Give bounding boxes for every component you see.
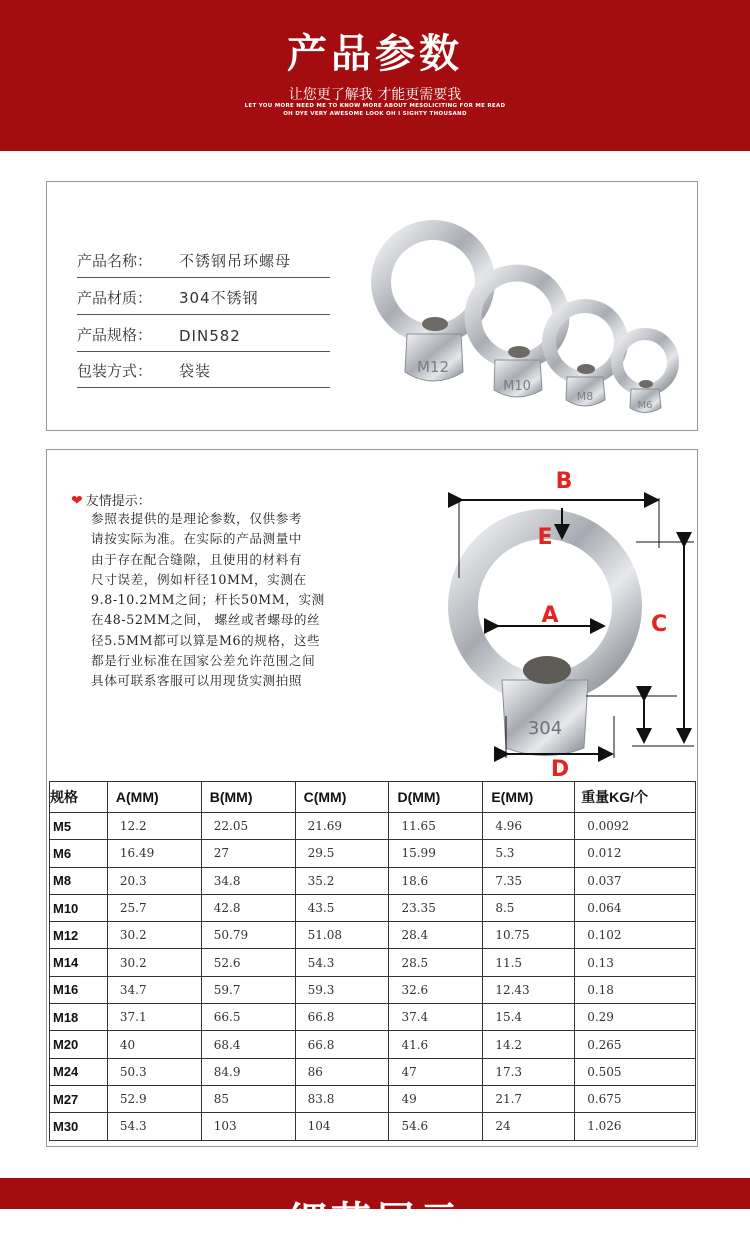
info-label: 产品规格： [77,326,153,344]
cell-weight: 0.037 [575,867,696,894]
table-row [50,1085,696,1112]
cell-size: M6 [50,840,108,867]
cell-e: 8.5 [483,894,575,921]
footer-title: 细节展示 [287,1199,463,1245]
table-row [50,1031,696,1058]
cell-size: M12 [50,922,108,949]
cell-e: 11.5 [483,949,575,976]
cell-e: 15.4 [483,1004,575,1031]
cell-e: 4.96 [483,813,575,840]
cell-size: M16 [50,976,108,1003]
header-d: D(MM) [389,782,483,813]
cell-d: 15.99 [389,840,483,867]
cell-d: 23.35 [389,894,483,921]
product-info-box [46,181,698,431]
cell-c: 83.8 [295,1085,389,1112]
ring-stamp: M8 [576,390,594,403]
header-c: C(MM) [295,782,389,813]
cell-c: 104 [295,1113,389,1140]
cell-b: 50.79 [201,922,295,949]
cell-e: 5.3 [483,840,575,867]
eye-nut-photo [357,222,697,422]
tip-title [71,490,151,509]
info-label: 产品材质： [77,289,153,307]
label-e: E [537,525,553,550]
info-row-name [77,244,330,278]
info-row-spec [77,318,330,352]
eye-nut-304 [463,524,627,756]
cell-c: 29.5 [295,840,389,867]
cell-size: M24 [50,1058,108,1085]
cell-d: 54.6 [389,1113,483,1140]
cell-d: 47 [389,1058,483,1085]
cell-a: 30.2 [107,922,201,949]
cell-c: 35.2 [295,867,389,894]
header-e: E(MM) [483,782,575,813]
info-value: 304不锈钢 [179,289,259,307]
tip-line: 9.8-10.2MM之间；杆长50MM，实测 [91,592,325,608]
table-row [50,894,696,921]
cell-size: M30 [50,1113,108,1140]
cell-d: 49 [389,1085,483,1112]
heart-icon: ❤ [71,493,83,509]
dimension-diagram [402,458,692,782]
eye-nut-m8 [549,306,621,406]
cell-d: 37.4 [389,1004,483,1031]
tip-line: 由于存在配合缝隙，且使用的材料有 [91,551,303,567]
cell-weight: 0.675 [575,1085,696,1112]
header-banner [0,0,750,151]
header-b: B(MM) [201,782,295,813]
cell-weight: 0.0092 [575,813,696,840]
tip-line: 径5.5MM都可以算是M6的规格，这些 [91,632,321,648]
cell-a: 40 [107,1031,201,1058]
cell-b: 34.8 [201,867,295,894]
cell-a: 50.3 [107,1058,201,1085]
cell-b: 68.4 [201,1031,295,1058]
cell-c: 21.69 [295,813,389,840]
cell-b: 27 [201,840,295,867]
info-row-material [77,281,330,315]
cell-d: 32.6 [389,976,483,1003]
cell-size: M18 [50,1004,108,1031]
table-row [50,976,696,1003]
tip-line: 具体可联系客服可以用现货实测拍照 [91,673,303,689]
cell-b: 59.7 [201,976,295,1003]
cell-b: 103 [201,1113,295,1140]
cell-d: 41.6 [389,1031,483,1058]
cell-size: M5 [50,813,108,840]
spec-table-header [50,782,696,813]
info-value: 袋装 [179,362,212,380]
table-row [50,922,696,949]
spec-table [49,781,696,1141]
cell-c: 86 [295,1058,389,1085]
english-tagline [0,102,750,118]
cell-c: 59.3 [295,976,389,1003]
cell-weight: 0.29 [575,1004,696,1031]
cell-weight: 0.18 [575,976,696,1003]
cell-e: 17.3 [483,1058,575,1085]
spec-table-body [50,813,696,1141]
label-c: C [651,612,668,637]
cell-e: 14.2 [483,1031,575,1058]
cell-b: 66.5 [201,1004,295,1031]
cell-a: 12.2 [107,813,201,840]
ring-stamp: M10 [503,379,531,394]
cell-d: 28.4 [389,922,483,949]
info-row-packaging [77,354,330,388]
cell-c: 51.08 [295,922,389,949]
cell-b: 84.9 [201,1058,295,1085]
cell-c: 66.8 [295,1031,389,1058]
cell-e: 7.35 [483,867,575,894]
cell-size: M27 [50,1085,108,1112]
cell-a: 54.3 [107,1113,201,1140]
eye-nut-m6 [617,334,673,413]
info-label: 包装方式： [77,362,153,380]
cell-e: 10.75 [483,922,575,949]
cell-size: M8 [50,867,108,894]
cell-a: 52.9 [107,1085,201,1112]
cell-d: 18.6 [389,867,483,894]
ring-stamp: M6 [637,400,653,411]
info-value: DIN582 [179,327,241,345]
page-subtitle: 让您更了解我 才能更需要我 [288,87,462,103]
english-tagline-line1: LET YOU MORE NEED ME TO KNOW MORE ABOUT MESOLICITING FOR ME READ [244,103,506,109]
cell-d: 28.5 [389,949,483,976]
cell-a: 34.7 [107,976,201,1003]
table-row [50,1058,696,1085]
tip-text [91,509,361,692]
cell-b: 42.8 [201,894,295,921]
cell-weight: 0.13 [575,949,696,976]
header-a: A(MM) [107,782,201,813]
table-row [50,867,696,894]
table-row [50,840,696,867]
table-row [50,1004,696,1031]
cell-a: 20.3 [107,867,201,894]
cell-weight: 0.265 [575,1031,696,1058]
tip-line: 尺寸误差，例如杆径10MM，实测在 [91,571,307,587]
header-size: 规格 [50,782,108,813]
cell-b: 85 [201,1085,295,1112]
tip-title-text: 友情提示： [85,494,151,509]
cell-a: 37.1 [107,1004,201,1031]
header-weight: 重量KG/个 [575,782,696,813]
table-row [50,949,696,976]
cell-a: 25.7 [107,894,201,921]
cell-size: M14 [50,949,108,976]
cell-e: 21.7 [483,1085,575,1112]
label-d: D [550,757,570,782]
cell-b: 52.6 [201,949,295,976]
cell-e: 12.43 [483,976,575,1003]
cell-weight: 1.026 [575,1113,696,1140]
cell-size: M20 [50,1031,108,1058]
cell-b: 22.05 [201,813,295,840]
table-row [50,813,696,840]
cell-size: M10 [50,894,108,921]
cell-d: 11.65 [389,813,483,840]
info-label: 产品名称： [77,252,153,270]
cell-c: 54.3 [295,949,389,976]
cell-a: 16.49 [107,840,201,867]
label-a: A [541,603,559,628]
info-value: 不锈钢吊环螺母 [179,252,292,270]
cell-weight: 0.012 [575,840,696,867]
cell-a: 30.2 [107,949,201,976]
cell-weight: 0.064 [575,894,696,921]
cell-c: 43.5 [295,894,389,921]
cell-weight: 0.505 [575,1058,696,1085]
tip-line: 参照表提供的是理论参数，仅供参考 [91,511,303,526]
cell-c: 66.8 [295,1004,389,1031]
ring-stamp: M12 [416,358,450,376]
tip-line: 都是行业标准在国家公差允许范围之间 [91,653,316,669]
label-b: B [555,469,573,494]
footer-banner [0,1178,750,1245]
tip-line: 在48-52MM之间， 螺丝或者螺母的丝 [91,612,321,628]
tip-line: 请按实际为准。在实际的产品测量中 [91,531,303,547]
cell-e: 24 [483,1113,575,1140]
page-title: 产品参数 [287,31,463,77]
english-tagline-line2: OH DYE VERY AWESOME LOOK OH I SIGHTY THOUSAND [283,111,467,117]
nut-stamp: 304 [527,718,563,739]
table-row [50,1113,696,1140]
cell-weight: 0.102 [575,922,696,949]
